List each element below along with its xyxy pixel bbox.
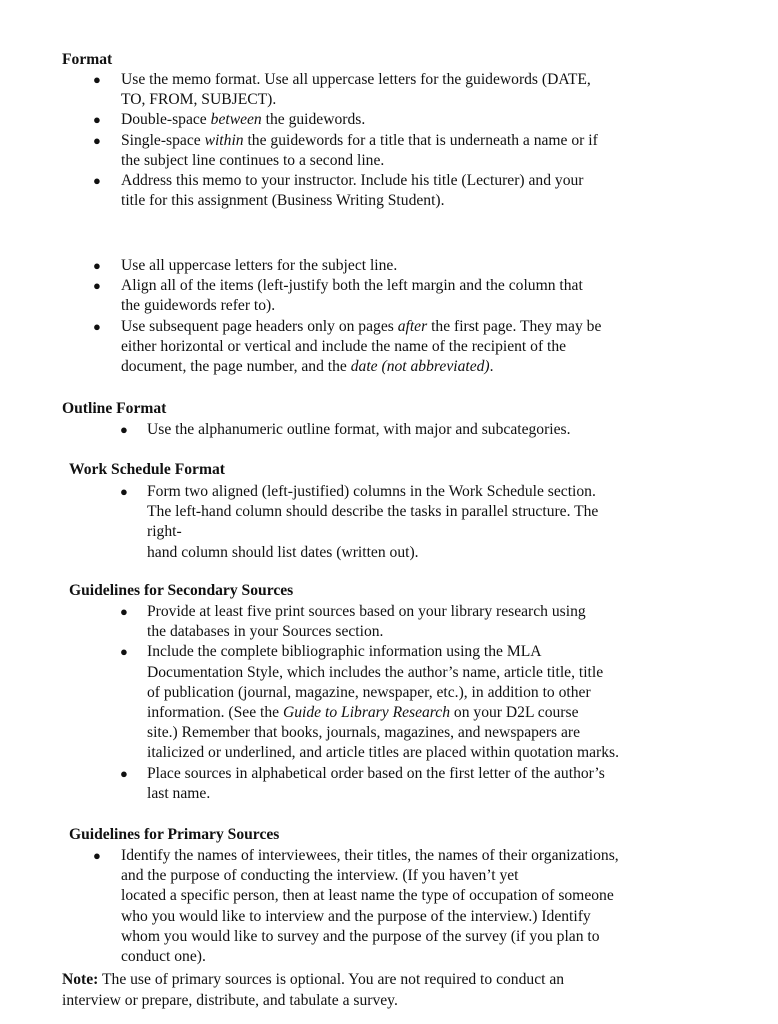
- format-list-a: [93, 70, 741, 211]
- list-item: ● Use the memo format. Use all uppercase letters for the guidewords (DATE, TO, FROM, SUBJECT).: [93, 71, 591, 109]
- bullet-icon: ●: [120, 422, 128, 437]
- bullet-icon: ●: [93, 173, 101, 189]
- primary-list: [93, 846, 761, 967]
- bullet-icon: ●: [120, 765, 128, 781]
- schedule-heading: Work Schedule Format: [69, 461, 225, 478]
- list-item: ● Use the alphanumeric outline format, with major and subcategories.: [147, 420, 747, 440]
- secondary-heading: Guidelines for Secondary Sources: [69, 582, 294, 599]
- bullet-icon: ●: [120, 644, 128, 660]
- format-list-b: [93, 256, 741, 377]
- bullet-icon: ●: [93, 278, 101, 294]
- list-item: ● Place sources in alphabetical order based on the first letter of the author’s last name.: [120, 764, 605, 802]
- format-heading: Format: [62, 51, 113, 68]
- list-item: ● Address this memo to your instructor. Include his title (Lecturer) and your title for this assignment (Business Writing Student).: [93, 172, 584, 210]
- secondary-list: [120, 602, 757, 804]
- list-item: ● Form two aligned (left-justified) columns in the Work Schedule section. The left-hand column should describe the tasks in parallel structure. The right- hand column should list dates (written out).: [120, 483, 599, 561]
- note-label: Note:: [62, 971, 99, 988]
- bullet-icon: ●: [93, 848, 101, 863]
- list-item: ● Use all uppercase letters for the subject line.: [121, 256, 741, 276]
- list-item: ● Use subsequent page headers only on pages after the first page. They may be either horizontal or vertical and include the name of the recipient of the document, the page number, and the date (not abbreviated).: [93, 317, 602, 376]
- bullet-icon: ●: [93, 258, 101, 273]
- bullet-icon: ●: [93, 132, 101, 148]
- schedule-list: [120, 482, 747, 563]
- bullet-icon: ●: [93, 318, 101, 334]
- outline-list: [120, 420, 747, 440]
- note-paragraph: Note: The use of primary sources is optional. You are not required to conduct an interview or prepare, distribute, and tabulate a survey.: [62, 971, 565, 1009]
- list-item: ● Double-space between the guidewords.: [121, 110, 741, 130]
- list-item: ● Identify the names of interviewees, their titles, the names of their organizations, and the purpose of conducting the interview. (If you haven’t yet located a specific person, then at least name the type of occupation of someone who you would like to interview and the purpose of the interview.) Identify whom you would like to survey and the purpose of the survey (if you plan to conduct one).: [93, 847, 619, 966]
- bullet-icon: ●: [93, 112, 101, 128]
- outline-heading: Outline Format: [62, 400, 167, 417]
- list-item: ● Include the complete bibliographic information using the MLA Documentation Style, which includes the author’s name, article title, title of publication (journal, magazine, newspaper, etc.), in addition to other information. (See the Guide to Library Research on your D2L course site.) Remember that books, journals, magazines, and newspapers are italicized or underlined, and article titles are placed within quotation marks.: [120, 643, 619, 762]
- list-item: ● Align all of the items (left-justify both the left margin and the column that the guidewords refer to).: [93, 277, 583, 315]
- bullet-icon: ●: [120, 604, 128, 619]
- list-item: ● Provide at least five print sources based on your library research using the databases in your Sources section.: [120, 603, 586, 641]
- primary-heading: Guidelines for Primary Sources: [69, 826, 280, 843]
- bullet-icon: ●: [93, 72, 101, 87]
- bullet-icon: ●: [120, 484, 128, 499]
- list-item: ● Single-space within the guidewords for a title that is underneath a name or if the subject line continues to a second line.: [93, 131, 598, 169]
